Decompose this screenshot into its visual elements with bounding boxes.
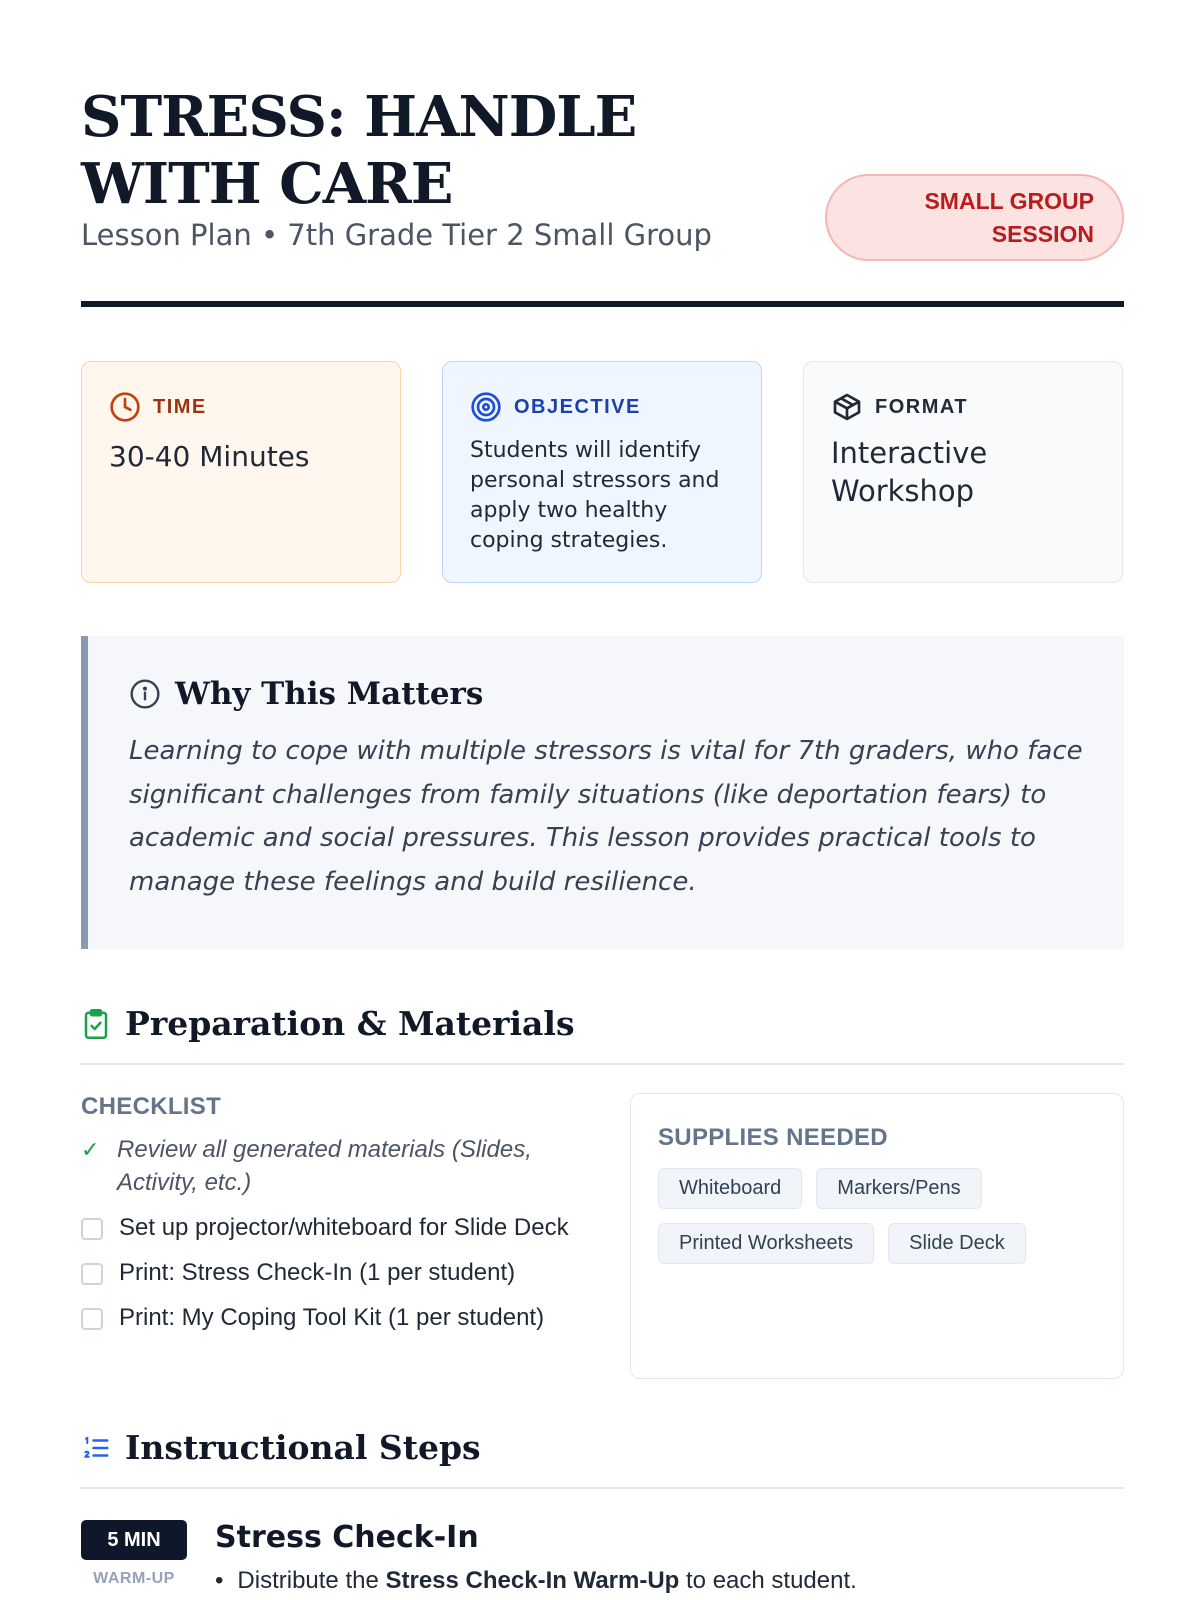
preparation-title: Preparation & Materials (125, 1004, 575, 1043)
target-icon (470, 391, 502, 423)
page-subtitle: Lesson Plan • 7th Grade Tier 2 Small Group (81, 218, 712, 252)
step-bullet (215, 1567, 857, 1595)
supply-chip: Slide Deck (888, 1223, 1026, 1264)
checklist-item[interactable] (81, 1133, 581, 1199)
checklist-item[interactable] (81, 1301, 581, 1334)
checklist-item-text: Print: My Coping Tool Kit (1 per student) (119, 1304, 545, 1331)
supplies-panel (630, 1093, 1124, 1379)
checklist-item[interactable] (81, 1211, 581, 1244)
why-this-matters-title: Why This Matters (175, 676, 484, 712)
bullet-dot: • (215, 1567, 224, 1594)
objective-card-value: Students will identify personal stressors and apply two healthy coping strategies. (470, 438, 720, 553)
checklist-item[interactable] (81, 1256, 581, 1289)
clipboard-check-icon (81, 1007, 111, 1041)
checklist (81, 1093, 581, 1334)
supply-chip: Whiteboard (658, 1168, 802, 1209)
why-this-matters-callout (81, 636, 1124, 949)
session-badge-label: SMALL GROUP SESSION (924, 187, 1094, 247)
objective-card-label: OBJECTIVE (514, 395, 641, 418)
supply-chip: Printed Worksheets (658, 1223, 874, 1264)
clock-icon (109, 391, 141, 423)
format-card-label: FORMAT (875, 395, 969, 418)
steps-section-header (81, 1428, 1124, 1467)
step-bullet-text: Distribute the Stress Check-In Warm-Up to each student. (237, 1567, 857, 1594)
preparation-section-header (81, 1004, 1124, 1043)
preparation-divider (81, 1063, 1124, 1065)
box-icon (831, 391, 863, 423)
format-card (803, 361, 1123, 583)
checkbox[interactable] (81, 1308, 103, 1330)
checkbox[interactable] (81, 1263, 103, 1285)
checklist-item-text: Set up projector/whiteboard for Slide Deck (119, 1214, 569, 1241)
checklist-label: CHECKLIST (81, 1093, 222, 1120)
objective-card (442, 361, 762, 583)
header-divider (81, 301, 1124, 307)
format-card-value: Interactive Workshop (831, 436, 988, 508)
checkbox[interactable] (81, 1218, 103, 1240)
supplies-label: SUPPLIES NEEDED (658, 1124, 888, 1151)
step-phase-label: WARM-UP (93, 1570, 175, 1587)
why-this-matters-body: Learning to cope with multiple stressors is vital for 7th graders, who face significant challenges from family situations (like deportation fears) to academic and social pressures. This lesson provides practical tools to manage these feelings and build resilience. (129, 736, 1083, 897)
numbered-list-icon (81, 1433, 111, 1463)
time-card (81, 361, 401, 583)
step-title: Stress Check-In (215, 1520, 479, 1555)
checkmark-icon: ✓ (81, 1137, 100, 1162)
checklist-item-text: Review all generated materials (Slides, Activity, etc.) (117, 1136, 532, 1196)
time-card-label: TIME (153, 395, 207, 418)
steps-title: Instructional Steps (125, 1428, 481, 1467)
supply-chip: Markers/Pens (816, 1168, 981, 1209)
time-card-value: 30-40 Minutes (109, 440, 310, 473)
supplies-list (658, 1168, 1096, 1264)
steps-divider (81, 1487, 1124, 1489)
step-duration-badge: 5 MIN (81, 1520, 187, 1560)
info-icon (129, 678, 161, 710)
session-badge (825, 174, 1124, 261)
page-title: STRESS: HANDLE WITH CARE (81, 84, 637, 217)
checklist-item-text: Print: Stress Check-In (1 per student) (119, 1259, 516, 1286)
